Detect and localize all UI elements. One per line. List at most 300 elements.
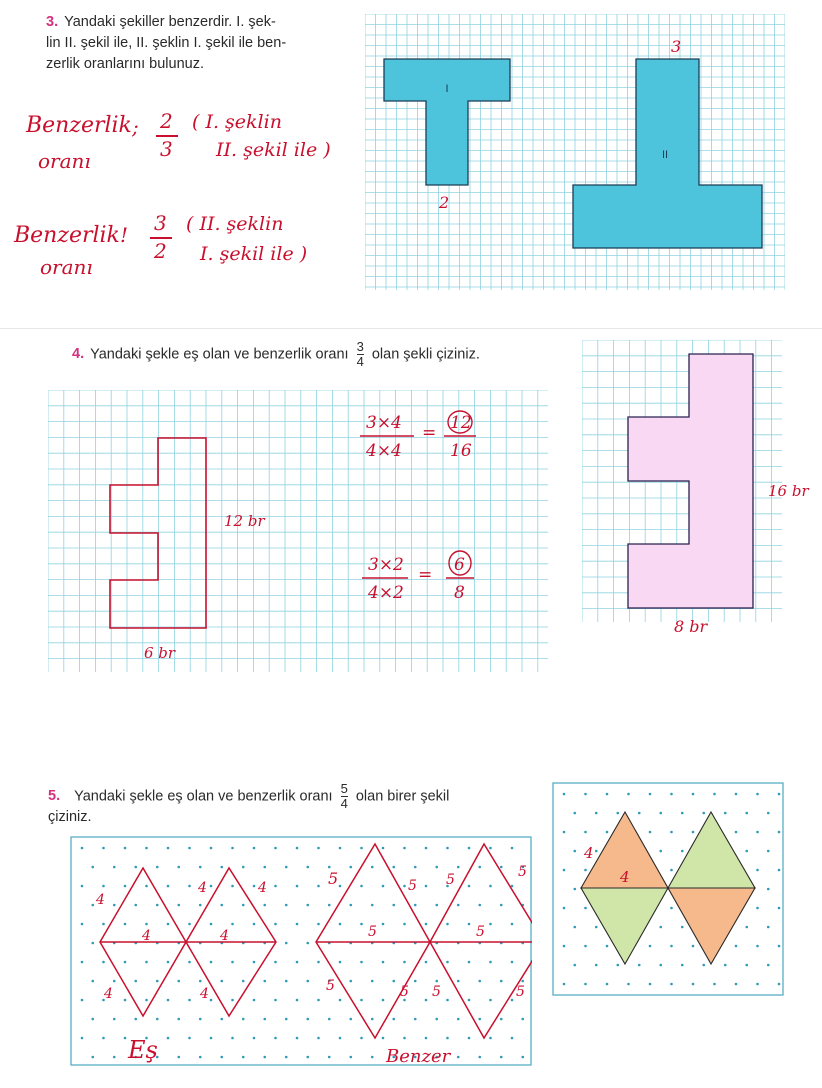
grid-dot [124, 1037, 127, 1040]
grid-dot [199, 1056, 202, 1059]
q3-hw2-label2: oranı [40, 255, 93, 279]
grid-dot [392, 866, 395, 869]
grid-dot [253, 961, 256, 964]
q4-calc1-num: 3×4 [366, 413, 402, 433]
grid-dot [231, 999, 234, 1002]
q3-grid-figure [365, 14, 785, 290]
grid-dot [584, 983, 587, 986]
grid-dot [274, 923, 277, 926]
grid-dot [584, 831, 587, 834]
grid-dot [306, 1056, 309, 1059]
grid-dot [659, 926, 662, 929]
grid-dot [231, 961, 234, 964]
grid-dot [500, 904, 503, 907]
grid-dot [371, 904, 374, 907]
grid-dot [521, 1056, 524, 1059]
grid-dot [177, 866, 180, 869]
grid-dot [231, 847, 234, 850]
grid-dot [735, 983, 738, 986]
q5-answer-frame [71, 837, 531, 1065]
grid-dot [220, 1018, 223, 1021]
grid-dot [371, 1018, 374, 1021]
grid-dot [563, 983, 566, 986]
grid-dot [360, 999, 363, 1002]
grid-dot [296, 961, 299, 964]
grid-dot [468, 847, 471, 850]
grid-dot [468, 1037, 471, 1040]
grid-dot [167, 961, 170, 964]
grid-dot [425, 847, 428, 850]
grid-dot [767, 812, 770, 815]
q3-hw1-note2: II. şekil ile ) [216, 139, 331, 161]
grid-dot [285, 942, 288, 945]
q5-number: 5. [48, 788, 61, 805]
grid-dot [317, 923, 320, 926]
grid-dot [511, 847, 514, 850]
grid-dot [274, 961, 277, 964]
grid-dot [113, 866, 116, 869]
grid-dot [382, 999, 385, 1002]
q4-text [72, 340, 572, 369]
grid-dot [242, 1056, 245, 1059]
q4-reference-shape [628, 354, 753, 608]
grid-dot [231, 923, 234, 926]
grid-dot [263, 904, 266, 907]
grid-dot [500, 866, 503, 869]
q5-label-benzer: Benzer [386, 1046, 451, 1066]
grid-dot [167, 923, 170, 926]
grid-dot [382, 1037, 385, 1040]
grid-dot [296, 999, 299, 1002]
grid-dot [328, 904, 331, 907]
grid-dot [595, 812, 598, 815]
grid-dot [145, 999, 148, 1002]
q5-sim-side-7: 5 [326, 978, 335, 994]
q3-line1: Yandaki şekiller benzerdir. I. şek- [64, 14, 276, 30]
grid-dot [296, 1037, 299, 1040]
q4-ref-height: 16 br [768, 482, 809, 500]
grid-dot [435, 866, 438, 869]
grid-dot [489, 885, 492, 888]
grid-dot [124, 885, 127, 888]
grid-dot [735, 831, 738, 834]
grid-dot [403, 847, 406, 850]
q5-sim-side-10: 5 [516, 984, 525, 1000]
grid-dot [659, 812, 662, 815]
q5-sim-side-4: 5 [518, 864, 527, 880]
grid-dot [478, 1056, 481, 1059]
grid-dot [478, 866, 481, 869]
grid-dot [339, 1037, 342, 1040]
grid-dot [306, 942, 309, 945]
grid-dot [339, 923, 342, 926]
grid-dot [134, 980, 137, 983]
grid-dot [606, 831, 609, 834]
grid-dot [457, 980, 460, 983]
grid-dot [392, 980, 395, 983]
grid-dot [767, 964, 770, 967]
q5-ref-side: 4 [584, 844, 594, 862]
grid-dot [156, 1018, 159, 1021]
grid-dot [263, 866, 266, 869]
grid-dot [392, 1018, 395, 1021]
q5-sim-side-1: 5 [328, 869, 339, 888]
grid-dot [242, 980, 245, 983]
grid-dot [199, 980, 202, 983]
grid-dot [573, 964, 576, 967]
grid-dot [188, 961, 191, 964]
grid-dot [681, 812, 684, 815]
grid-dot [573, 926, 576, 929]
grid-dot [681, 926, 684, 929]
grid-dot [188, 999, 191, 1002]
grid-dot [595, 850, 598, 853]
grid-dot [134, 866, 137, 869]
grid-dot [231, 885, 234, 888]
grid-dot [403, 923, 406, 926]
grid-dot [649, 793, 652, 796]
grid-dot [285, 904, 288, 907]
grid-dot [468, 923, 471, 926]
grid-dot [521, 980, 524, 983]
grid-dot [145, 885, 148, 888]
grid-dot [563, 793, 566, 796]
grid-dot [489, 999, 492, 1002]
q3-line2: lin II. şekil ile, II. şeklin I. şekil ile ben- [46, 35, 287, 51]
grid-dot [584, 793, 587, 796]
grid-dot [113, 1018, 116, 1021]
q5-line2: çiziniz. [48, 809, 92, 825]
q5-sim-side-5: 5 [368, 924, 377, 940]
grid-dot [253, 923, 256, 926]
q4-calc1-den: 4×4 [366, 441, 402, 461]
q4-fraction [357, 340, 364, 369]
grid-dot [349, 980, 352, 983]
q5-reference-figure [552, 782, 784, 996]
grid-dot [253, 999, 256, 1002]
grid-dot [638, 812, 641, 815]
grid-dot [606, 983, 609, 986]
grid-dot [296, 885, 299, 888]
grid-dot [382, 961, 385, 964]
grid-dot [306, 1018, 309, 1021]
grid-dot [328, 866, 331, 869]
q4-calc2-res-num: 6 [454, 555, 465, 575]
grid-dot [457, 1056, 460, 1059]
grid-dot [735, 945, 738, 948]
grid-dot [446, 961, 449, 964]
grid-dot [339, 847, 342, 850]
grid-dot [91, 1018, 94, 1021]
grid-dot [317, 1037, 320, 1040]
grid-dot [285, 1018, 288, 1021]
grid-dot [692, 831, 695, 834]
grid-dot [306, 866, 309, 869]
grid-dot [425, 1037, 428, 1040]
grid-dot [756, 793, 759, 796]
grid-dot [145, 847, 148, 850]
grid-dot [745, 926, 748, 929]
grid-dot [371, 980, 374, 983]
grid-dot [199, 904, 202, 907]
grid-dot [724, 812, 727, 815]
grid-dot [500, 1018, 503, 1021]
grid-dot [134, 1018, 137, 1021]
grid-dot [478, 980, 481, 983]
grid-dot [649, 983, 652, 986]
q3-hw2-label1: Benzerlik [14, 223, 120, 248]
grid-dot [756, 869, 759, 872]
q4-calc1-res-num: 12 [450, 413, 472, 433]
grid-dot [188, 1037, 191, 1040]
grid-dot [124, 923, 127, 926]
grid-dot [102, 961, 105, 964]
grid-dot [446, 999, 449, 1002]
grid-dot [489, 1037, 492, 1040]
grid-dot [210, 999, 213, 1002]
grid-dot [616, 964, 619, 967]
grid-dot [306, 980, 309, 983]
grid-dot [584, 907, 587, 910]
q4-ref-width: 8 br [674, 617, 708, 636]
grid-dot [756, 831, 759, 834]
grid-dot [91, 904, 94, 907]
grid-dot [371, 1056, 374, 1059]
q4-calc1-eq: = [422, 423, 437, 443]
grid-dot [328, 1056, 331, 1059]
q5-sim-side-8: 5 [400, 984, 409, 1000]
grid-dot [113, 904, 116, 907]
grid-dot [210, 961, 213, 964]
grid-dot [584, 869, 587, 872]
q4-number: 4. [72, 346, 85, 363]
grid-dot [360, 923, 363, 926]
grid-dot [167, 847, 170, 850]
grid-dot [263, 1056, 266, 1059]
q5-eq-side-2: 4 [198, 880, 207, 896]
grid-dot [489, 923, 492, 926]
q4-frac-den: 4 [356, 354, 364, 369]
grid-dot [339, 885, 342, 888]
grid-dot [81, 999, 84, 1002]
q4-grid-answer [48, 390, 548, 672]
grid-dot [778, 869, 781, 872]
grid-dot [360, 1037, 363, 1040]
grid-dot [489, 961, 492, 964]
q3-dim-top: 3 [671, 37, 682, 56]
q5-ref-mid: 4 [620, 868, 630, 886]
grid-dot [702, 964, 705, 967]
grid-dot [145, 961, 148, 964]
q4-text-before: Yandaki şekle eş olan ve benzerlik oranı [90, 346, 349, 363]
q5-text [48, 782, 538, 828]
grid-dot [167, 885, 170, 888]
q5-eq-side-3: 4 [258, 880, 267, 896]
q3-hw1-sep: ; [132, 115, 139, 139]
q5-sim-side-2: 5 [408, 878, 417, 894]
grid-dot [670, 907, 673, 910]
grid-dot [360, 885, 363, 888]
grid-dot [188, 885, 191, 888]
grid-dot [210, 1037, 213, 1040]
grid-dot [220, 1056, 223, 1059]
grid-dot [242, 1018, 245, 1021]
grid-dot [253, 1037, 256, 1040]
grid-dot [91, 942, 94, 945]
q4-drawn-shape [110, 438, 206, 628]
grid-dot [435, 980, 438, 983]
grid-dot [210, 885, 213, 888]
q5-sim-side-6: 5 [476, 924, 485, 940]
grid-dot [360, 847, 363, 850]
q3-line3: zerlik oranlarını bulunuz. [46, 56, 204, 72]
grid-dot [253, 885, 256, 888]
grid-dot [210, 847, 213, 850]
grid-dot [446, 847, 449, 850]
grid-dot [220, 866, 223, 869]
grid-dot [692, 983, 695, 986]
grid-dot [563, 869, 566, 872]
grid-dot [606, 945, 609, 948]
grid-dot [349, 904, 352, 907]
grid-dot [242, 866, 245, 869]
grid-dot [102, 885, 105, 888]
grid-dot [81, 1037, 84, 1040]
q5-dot-grid-answer [70, 836, 532, 1066]
q4-frac-num: 3 [356, 339, 364, 354]
grid-dot [659, 850, 662, 853]
grid-dot [199, 1018, 202, 1021]
q4-calc2-den: 4×2 [368, 583, 404, 603]
q5-sim-side-9: 5 [432, 984, 441, 1000]
grid-dot [124, 999, 127, 1002]
grid-dot [274, 847, 277, 850]
grid-dot [339, 961, 342, 964]
grid-dot [285, 1056, 288, 1059]
grid-dot [102, 923, 105, 926]
q4-calc1-res-den: 16 [450, 441, 472, 461]
grid-dot [274, 885, 277, 888]
grid-dot [349, 1018, 352, 1021]
grid-dot [263, 1018, 266, 1021]
grid-dot [435, 1018, 438, 1021]
grid-dot [778, 907, 781, 910]
grid-dot [253, 847, 256, 850]
grid-dot [382, 847, 385, 850]
grid-dot [403, 1037, 406, 1040]
grid-dot [274, 999, 277, 1002]
grid-dot [745, 850, 748, 853]
grid-dot [414, 1018, 417, 1021]
q5-frac-num: 5 [340, 781, 348, 796]
grid-dot [670, 831, 673, 834]
grid-dot [489, 847, 492, 850]
grid-dot [627, 793, 630, 796]
grid-dot [563, 945, 566, 948]
grid-dot [317, 999, 320, 1002]
q5-eq-side-1: 4 [96, 892, 105, 908]
grid-dot [425, 999, 428, 1002]
grid-dot [468, 999, 471, 1002]
grid-dot [500, 980, 503, 983]
grid-dot [339, 999, 342, 1002]
grid-dot [392, 904, 395, 907]
q3-hw2-num: 3 [154, 211, 167, 235]
grid-dot [670, 869, 673, 872]
grid-dot [457, 904, 460, 907]
grid-dot [134, 904, 137, 907]
grid-dot [778, 945, 781, 948]
q3-hw2-note1: ( II. şeklin [186, 213, 284, 235]
grid-dot [616, 812, 619, 815]
grid-dot [649, 831, 652, 834]
q3-hw2-den: 2 [154, 239, 167, 263]
grid-dot [457, 1018, 460, 1021]
grid-dot [113, 980, 116, 983]
grid-dot [681, 850, 684, 853]
q4-drawn-height: 12 br [224, 512, 265, 530]
grid-dot [199, 866, 202, 869]
q5-frac-den: 4 [340, 796, 348, 811]
grid-dot [220, 980, 223, 983]
grid-dot [745, 964, 748, 967]
grid-dot [595, 964, 598, 967]
grid-dot [156, 866, 159, 869]
grid-dot [573, 812, 576, 815]
q4-calc2-res-den: 8 [454, 583, 465, 603]
grid-dot [81, 923, 84, 926]
grid-dot [446, 1037, 449, 1040]
grid-dot [767, 926, 770, 929]
grid-dot [177, 1056, 180, 1059]
grid-dot [521, 1018, 524, 1021]
grid-dot [220, 904, 223, 907]
q3-hw1-den: 3 [160, 137, 173, 161]
grid-dot [403, 885, 406, 888]
q3-hw1-num: 2 [160, 109, 173, 133]
grid-dot [91, 980, 94, 983]
q5-label-es: Eş [128, 1036, 158, 1064]
grid-dot [102, 1037, 105, 1040]
q5-text-after: olan birer şekil [355, 788, 450, 805]
grid-dot [745, 812, 748, 815]
grid-dot [457, 866, 460, 869]
q5-eq-side-6: 4 [104, 986, 113, 1002]
grid-dot [274, 1037, 277, 1040]
grid-dot [627, 983, 630, 986]
q3-hw2-note2: I. şekil ile ) [200, 243, 308, 265]
q4-drawn-width: 6 br [144, 644, 176, 662]
grid-dot [713, 983, 716, 986]
q5-eq-side-5: 4 [220, 928, 229, 944]
q3-number: 3. [46, 14, 59, 30]
grid-dot [425, 885, 428, 888]
q4-grid-lines [48, 390, 548, 672]
q4-reference-figure [582, 340, 822, 644]
grid-dot [382, 885, 385, 888]
grid-dot [328, 1018, 331, 1021]
grid-dot [670, 983, 673, 986]
grid-dot [371, 866, 374, 869]
grid-dot [702, 812, 705, 815]
grid-dot [403, 961, 406, 964]
grid-dot [500, 1056, 503, 1059]
grid-dot [595, 926, 598, 929]
grid-dot [670, 945, 673, 948]
grid-dot [349, 1056, 352, 1059]
grid-dot [756, 983, 759, 986]
grid-dot [767, 888, 770, 891]
